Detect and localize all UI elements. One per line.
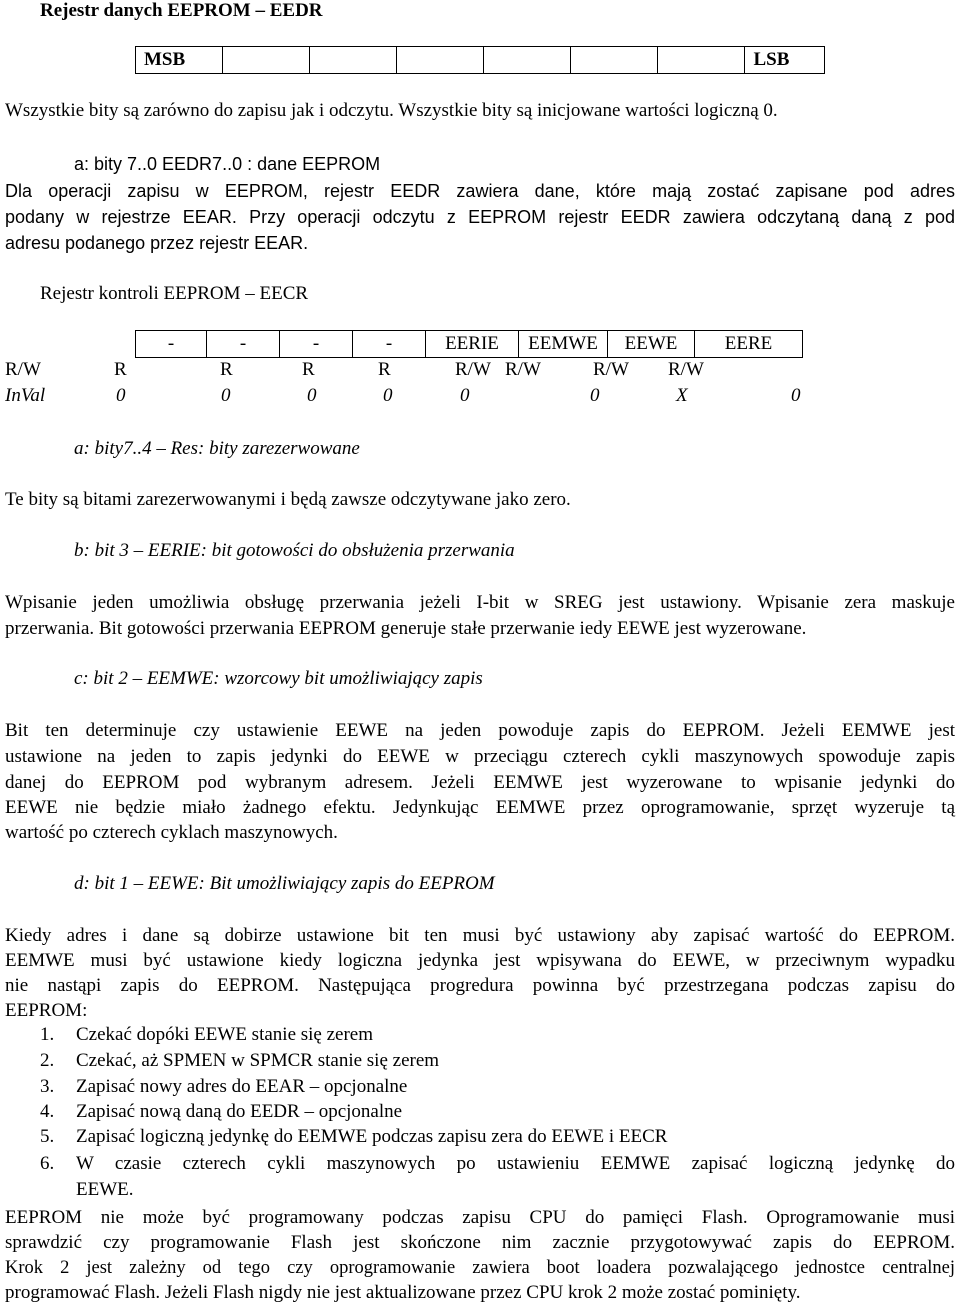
eecr-cell-eewe: EEWE xyxy=(608,331,695,358)
eecr-cell-eerie: EERIE xyxy=(426,331,519,358)
eedr-cell xyxy=(223,47,310,74)
inval-value: 0 xyxy=(221,385,231,406)
inval-value: 0 xyxy=(116,385,126,406)
section-d-line: EEPROM: xyxy=(5,1000,88,1021)
section-c-line: EEWE nie będzie miało żadnego efektu. Jedynkując EEMWE przez oprogramowanie, sprzęt wyzeruje tą xyxy=(5,797,955,818)
eedr-cell xyxy=(658,47,745,74)
inval-value: 0 xyxy=(383,385,393,406)
inval-value: 0 xyxy=(590,385,600,406)
list-item xyxy=(0,1076,960,1102)
rw-value: R xyxy=(378,359,391,380)
eecr-cell: - xyxy=(353,331,426,358)
eedr-bits-heading: a: bity 7..0 EEDR7..0 : dane EEPROM xyxy=(74,154,381,174)
list-number: 5. xyxy=(40,1126,55,1147)
rw-value: R xyxy=(302,359,315,380)
list-text: Zapisać nową daną do EEDR – opcjonalne xyxy=(76,1101,403,1122)
rw-row-label: R/W xyxy=(5,359,41,380)
final-line: programować Flash. Jeżeli Flash nigdy nie jest aktualizowane przez CPU krok 2 może zostać pominięty. xyxy=(5,1282,801,1303)
section-a-heading: a: bity7..4 – Res: bity zarezerwowane xyxy=(74,438,360,459)
list-item xyxy=(0,1153,960,1179)
eedr-cell xyxy=(397,47,484,74)
final-line: Krok 2 jest zależny od tego czy oprogramowanie zawiera boot loadera pozwalającego jednostce centralnej xyxy=(5,1258,955,1278)
section-c-heading: c: bit 2 – EEMWE: wzorcowy bit umożliwiający zapis xyxy=(74,668,483,689)
eedr-para-line: Dla operacji zapisu w EEPROM, rejestr EEDR zawiera dane, które mają zostać zapisane pod adres xyxy=(5,181,955,201)
list-item xyxy=(0,1126,960,1152)
list-text: W czasie czterech cykli maszynowych po ustawieniu EEMWE zapisać logiczną jedynkę do xyxy=(76,1153,955,1174)
final-line: sprawdzić czy programowanie Flash jest skończone nim zacznie przygotowywać zapis do EEPROM. xyxy=(5,1232,955,1253)
inval-value: X xyxy=(676,385,688,406)
eecr-cell: - xyxy=(280,331,353,358)
inval-value: 0 xyxy=(307,385,317,406)
rw-value: R/W xyxy=(455,359,491,380)
rw-value: R/W xyxy=(505,359,541,380)
eedr-cell-msb: MSB xyxy=(136,47,223,74)
list-number: 6. xyxy=(40,1153,55,1174)
eecr-bit-table xyxy=(135,330,803,358)
eedr-title: Rejestr danych EEPROM – EEDR xyxy=(40,0,323,21)
eecr-cell: - xyxy=(207,331,280,358)
eedr-para-line: adresu podanego przez rejestr EEAR. xyxy=(5,233,309,253)
rw-value: R/W xyxy=(593,359,629,380)
eedr-cell xyxy=(310,47,397,74)
section-d-line: Kiedy adres i dane są dobirze ustawione bit ten musi być ustawiony aby zapisać wartość do EEPROM. xyxy=(5,925,955,946)
list-item xyxy=(0,1101,960,1127)
section-b-heading: b: bit 3 – EERIE: bit gotowości do obsłużenia przerwania xyxy=(74,540,515,561)
eedr-description: Wszystkie bity są zarówno do zapisu jak i odczytu. Wszystkie bity są inicjowane wartości logiczną 0. xyxy=(5,100,778,121)
list-item xyxy=(0,1024,960,1050)
list-text: Zapisać logiczną jedynkę do EEMWE podczas zapisu zera do EEWE i EECR xyxy=(76,1126,668,1147)
section-b-line: Wpisanie jeden umożliwia obsługę przerwania jeżeli I-bit w SREG jest ustawiony. Wpisanie zera maskuje xyxy=(5,592,955,613)
section-b-line: przerwania. Bit gotowości przerwania EEPROM generuje stałe przerwanie iedy EEWE jest wyzerowane. xyxy=(5,618,807,639)
list-text: Czekać dopóki EEWE stanie się zerem xyxy=(76,1024,374,1045)
eedr-para-line: podany w rejestrze EEAR. Przy operacji odczytu z EEPROM rejestr EEDR zawiera odczytaną daną z pod xyxy=(5,207,955,227)
eecr-title: Rejestr kontroli EEPROM – EECR xyxy=(40,283,309,304)
section-d-line: nie nastąpi zapis do EEPROM. Następująca progredura powinna być przestrzegana podczas zapisu do xyxy=(5,975,955,996)
list-number: 2. xyxy=(40,1050,55,1071)
inval-value: 0 xyxy=(791,385,801,406)
list-item xyxy=(0,1050,960,1076)
final-line: EEPROM nie może być programowany podczas zapisu CPU do pamięci Flash. Oprogramowanie musi xyxy=(5,1207,955,1228)
eecr-cell-eere: EERE xyxy=(695,331,803,358)
section-d-heading: d: bit 1 – EEWE: Bit umożliwiający zapis do EEPROM xyxy=(74,873,495,894)
inval-row-label: InVal xyxy=(5,385,46,406)
inval-value: 0 xyxy=(460,385,470,406)
list-number: 3. xyxy=(40,1076,55,1097)
list-number: 1. xyxy=(40,1024,55,1045)
rw-value: R xyxy=(114,359,127,380)
eedr-cell xyxy=(571,47,658,74)
rw-value: R/W xyxy=(668,359,704,380)
section-d-line: EEMWE musi być ustawione kiedy logiczna jedynka jest wpisywana do EEWE, w przeciwnym wypadku xyxy=(5,950,955,971)
list-text-continuation: EEWE. xyxy=(76,1179,134,1200)
list-number: 4. xyxy=(40,1101,55,1122)
section-a-text: Te bity są bitami zarezerwowanymi i będą zawsze odczytywane jako zero. xyxy=(5,489,571,510)
list-text: Zapisać nowy adres do EEAR – opcjonalne xyxy=(76,1076,408,1097)
list-text: Czekać, aż SPMEN w SPMCR stanie się zerem xyxy=(76,1050,440,1071)
eedr-bit-table xyxy=(135,46,825,74)
section-c-line: danej do EEPROM pod wybranym adresem. Jeżeli EEMWE jest wyzerowane to wpisanie jedynki do xyxy=(5,772,955,793)
section-c-line: Bit ten determinuje czy ustawienie EEWE na jeden powoduje zapis do EEPROM. Jeżeli EEMWE jest xyxy=(5,720,955,741)
section-c-line: ustawione na jeden to zapis jedynki do EEWE w przeciągu czterech cykli maszynowych spowoduje zapis xyxy=(5,746,955,767)
eecr-cell: - xyxy=(136,331,207,358)
eedr-cell-lsb: LSB xyxy=(745,47,825,74)
eecr-cell-eemwe: EEMWE xyxy=(519,331,608,358)
eedr-cell xyxy=(484,47,571,74)
rw-value: R xyxy=(220,359,233,380)
section-c-line: wartość po czterech cyklach maszynowych. xyxy=(5,822,338,843)
